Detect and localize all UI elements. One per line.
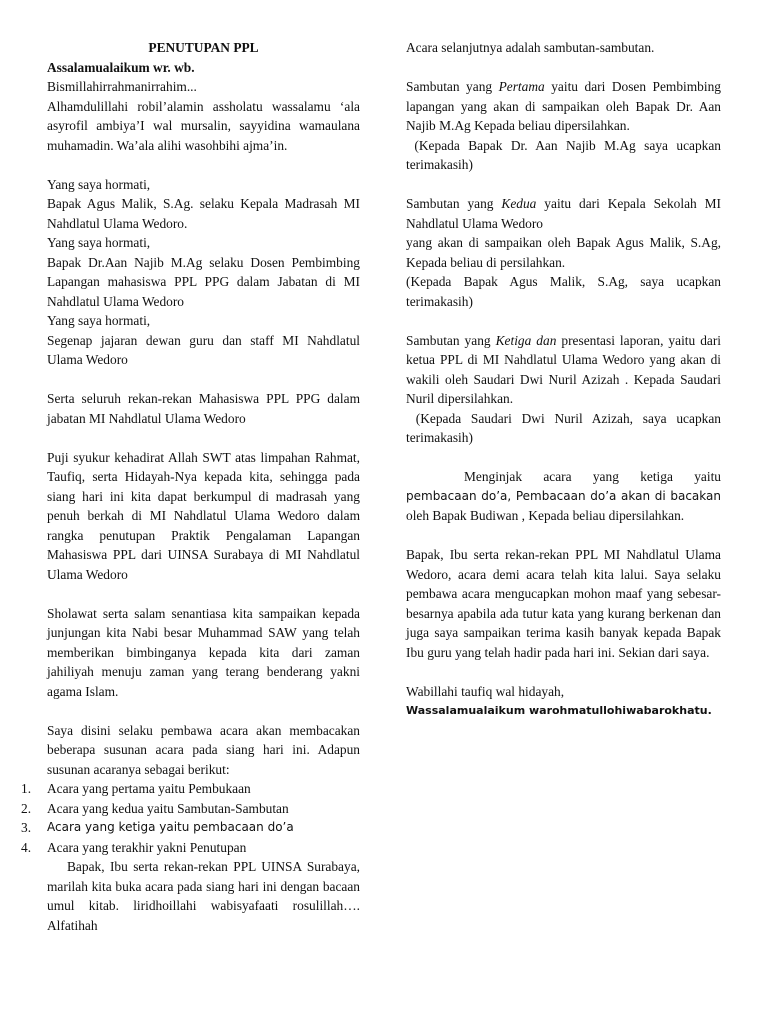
greeting-hormat-2: Yang saya hormati,	[47, 235, 151, 250]
agenda-item: 2. Acara yang kedua yaitu Sambutan-Sambutan	[21, 800, 289, 816]
next-agenda-line: Acara selanjutnya adalah sambutan-sambutan.	[406, 40, 655, 55]
agenda-item: 1. Acara yang pertama yaitu Pembukaan	[21, 781, 251, 796]
susunan-acara-intro: Saya disini selaku pembawa acara akan membacakan beberapa susunan acara pada siang hari ini. Adapun susunan acaranya sebagai berikut:	[47, 722, 360, 777]
doa-intro-line1: Menginjak acara yang ketiga yaitu	[464, 469, 721, 484]
addressee-mahasiswa: Serta seluruh rekan-rekan Mahasiswa PPL PPG dalam jabatan MI Nahdlatul Ulama Wedoro	[47, 391, 360, 426]
sambutan-kedua-thanks: (Kepada Bapak Agus Malik, S.Ag, saya ucapkan terimakasih)	[406, 274, 721, 309]
left-column	[21, 38, 360, 935]
agenda-item: 4. Acara yang terakhir yakni Penutupan	[21, 839, 247, 855]
puji-syukur-paragraph: Puji syukur kehadirat Allah SWT atas limpahan Rahmat, Taufiq, serta Hidayah-Nya kepada kita, sehingga pada siang hari ini kita dapat berkumpul di madrasah yang penuh berkah di MI Nahdlatul Ulama Wedoro dalam rangka penutupan Praktik Pengalaman Lapangan Mahasiswa PPL dari UINSA Surabaya di MI Nahdlatul Ulama Wedoro	[47, 449, 360, 582]
sambutan-kedua: Sambutan yang Kedua yaitu dari Kepala Sekolah MI Nahdlatul Ulama Wedoro	[406, 196, 721, 231]
wabillahi-line: Wabillahi taufiq wal hidayah,	[406, 683, 565, 699]
closing-paragraph: Bapak, Ibu serta rekan-rekan PPL MI Nahdlatul Ulama Wedoro, acara demi acara telah kita lalui. Saya selaku pembawa acara mengucapkan mohon maaf yang sebesar-besarnya apabila ada tutur kata yang kurang berkenan dan juga saya sampaikan terima kasih banyak kepada Bapak Ibu guru yang telah hadir pada hari ini. Sekian dari saya.	[406, 547, 721, 660]
final-salam: Wassalamualaikum warohmatullohiwabarokhatu.	[406, 704, 712, 717]
alfatihah-paragraph: Bapak, Ibu serta rekan-rekan PPL UINSA Surabaya, marilah kita buka acara pada siang hari ini dengan bacaan umul kitab. liridhoillahi wabisyafaati rosulillah…. Alfatihah	[47, 859, 360, 933]
sambutan-pertama: Sambutan yang Pertama yaitu dari Dosen Pembimbing lapangan yang akan di sampaikan oleh Bapak Dr. Aan Najib M.Ag Kepada beliau dipersilahkan.	[406, 79, 721, 133]
doa-intro-line3: oleh Bapak Budiwan , Kepada beliau dipersilahkan.	[406, 508, 685, 523]
greeting-hormat-1: Yang saya hormati,	[47, 176, 151, 192]
sambutan-ketiga-thanks: (Kepada Saudari Dwi Nuril Azizah, saya ucapkan terimakasih)	[406, 410, 725, 445]
addressee-kepala-madrasah: Bapak Agus Malik, S.Ag. selaku Kepala Madrasah MI Nahdlatul Ulama Wedoro.	[47, 196, 360, 231]
sambutan-pertama-thanks: (Kepada Bapak Dr. Aan Najib M.Ag saya ucapkan terimakasih)	[406, 137, 725, 172]
right-column	[406, 38, 725, 721]
agenda-list	[21, 779, 360, 857]
opening-prayer	[47, 97, 360, 156]
basmalah: Bismillahirrahmanirrahim...	[47, 79, 197, 94]
page-title: PENUTUPAN PPL	[148, 40, 259, 55]
salam-opening: Assalamualaikum wr. wb.	[47, 59, 195, 75]
addressee-guru-staff: Segenap jajaran dewan guru dan staff MI Nahdlatul Ulama Wedoro	[47, 332, 360, 367]
opening-prayer-text: Alhamdulillahi robil’alamin assholatu wassalamu ‘ala asyrofil ambiya’I wal mursalin, sayyidina wamaulana muhamadin. Wa’ala alihi wasohbihi ajma’in.	[47, 98, 360, 153]
addressee-dosen: Bapak Dr.Aan Najib M.Ag selaku Dosen Pembimbing Lapangan mahasiswa PPL PPG dalam Jabatan di MI Nahdlatul Ulama Wedoro	[47, 254, 360, 309]
sholawat-paragraph: Sholawat serta salam senantiasa kita sampaikan kepada junjungan kita Nabi besar Muhammad SAW yang telah memberikan bimbinganya kepada kita dari zaman jahiliyah menuju zaman yang terang benderang yakni agama Islam.	[47, 605, 360, 699]
sambutan-ketiga: Sambutan yang Ketiga dan presentasi laporan, yaitu dari ketua PPL di MI Nahdlatul Ulama Wedoro yang akan di wakili oleh Saudari Dwi Nuril Azizah . Kepada Saudari Nuril dipersilahkan.	[406, 332, 722, 406]
greeting-hormat-3: Yang saya hormati,	[47, 313, 151, 328]
agenda-item: 3. Acara yang ketiga yaitu pembacaan do’a	[21, 820, 294, 835]
doa-intro-line2: pembacaan do’a, Pembacaan do’a akan di bacakan	[406, 488, 721, 503]
sambutan-kedua-line2: yang akan di sampaikan oleh Bapak Agus Malik, S.Ag, Kepada beliau di persilahkan.	[406, 235, 721, 270]
